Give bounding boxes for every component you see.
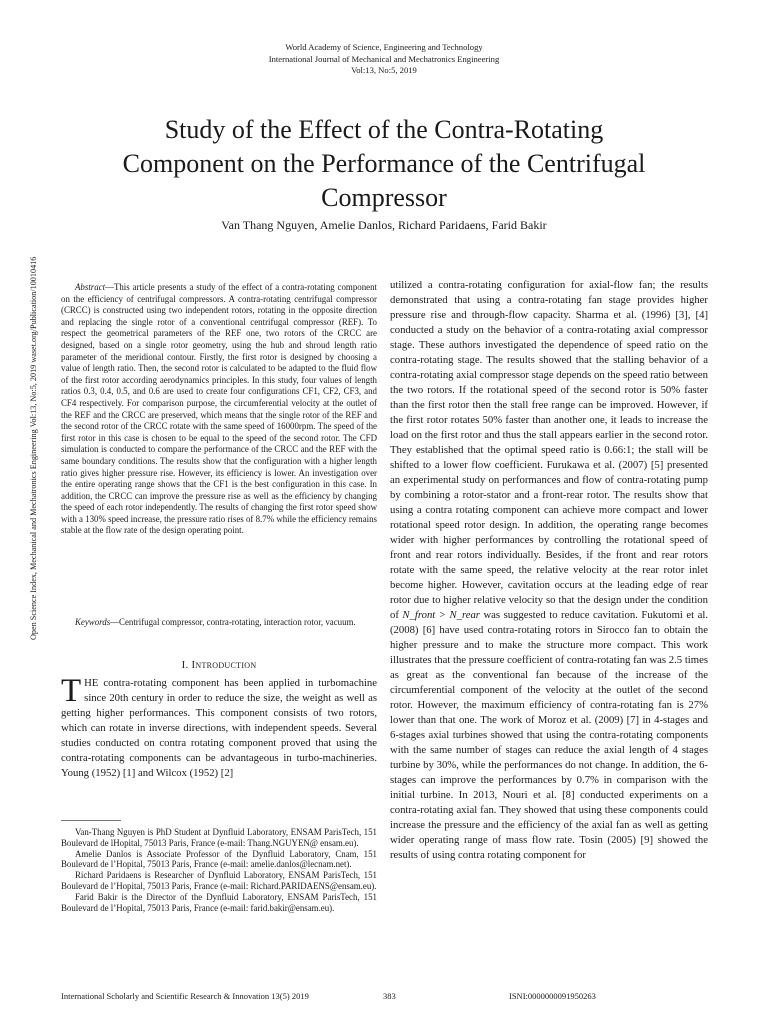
right-column-text bbox=[390, 278, 708, 863]
author-footnotes bbox=[61, 827, 377, 913]
intro-paragraph bbox=[61, 673, 377, 781]
paper-authors: Van Thang Nguyen, Amelie Danlos, Richard Paridaens, Farid Bakir bbox=[221, 218, 547, 232]
footer-page-number: 383 bbox=[383, 991, 396, 1001]
intro-text: HE contra-rotating component has been applied in turbomachine since 20th century in order to reduce the size, the weight as well as getting higher performances. This component consists of two rotors, which can rotate in inverse directions, with independent speeds. Several studies conducted on contra rotating component proved that using the contra-rotating components can be advantageous in turbo-machineries. Young (1952) [1] and Wilcox (1952) [2] bbox=[61, 677, 377, 779]
footer-isni: ISNI:0000000091950263 bbox=[509, 991, 596, 1001]
abstract-label: Abstract bbox=[75, 282, 106, 292]
paper-title-line1: Study of the Effect of the Contra-Rotating bbox=[164, 115, 604, 144]
journal-header-line1: World Academy of Science, Engineering and Technology bbox=[285, 42, 483, 52]
journal-header-line3: Vol:13, No:5, 2019 bbox=[351, 65, 417, 76]
footnote-divider bbox=[61, 820, 121, 821]
abstract-text: —This article presents a study of the effect of a contra-rotating component on the efficiency of centrifugal compressors. A contra-rotating centrifugal compressor (CRCC) is constructed using two independent rotors, rotating in the opposite direction and replacing the single rotor of a conventional centrifugal compressor (REF). To respect the geometrical parameters of the REF one, two rotors of the CRCC are designed, based on a single rotor geometry, using the hub and shroud length ratio parameter of the meridional contour. Firstly, the first rotor is designed by choosing a value of length ratio. Then, the second rotor is calculated to be adapted to the fluid flow of the first rotor according aerodynamics principles. In this study, four values of length ratios 0.3, 0.4, 0.5, and 0.6 are used to create four configurations CF1, CF2, CF3, and CF4 respectively. For comparison purpose, the circumferential velocity at the outlet of the REF and the CRCC are preserved, which means that the single rotor of the REF and the second rotor of the CRCC rotate with the same speed of 16000rpm. The speed of the first rotor in this case is chosen to be equal to the speed of the second rotor. The CFD simulation is conducted to compare the performance of the CRCC and the REF with the same boundary conditions. The results show that the configuration with a higher length ratio gives higher pressure rise. However, its efficiency is lower. An investigation over the entire operating range shows that the CF1 is the best configuration in this case. In addition, the CRCC can improve the pressure rise as well as the efficiency by changing the speed of each rotor independently. The results of changing the first rotor speed show with a 130% speed increase, the pressure ratio rises of 8.7% while the efficiency remains stable at the flow rate of the design operating point. bbox=[61, 282, 377, 536]
right-column-part2: was suggested to reduce cavitation. Fukutomi et al. (2008) [6] have used contra-rotating rotors in Sirocco fan to obtain the higher pressure and to make the structure more compact. This work illustrates that the pressure coefficient of contra-rotating fan was 2.5 times as great as the conventional fan because of the increase of the circumferential component of the velocity at the outlet of the second rotor. However, the maximum efficiency of contra-rotating fan is 27% lower than that one. The work of Moroz et al. (2009) [7] in 4-stages and 6-stages axial turbines showed that using the contra-rotating components with the same number of stages can reduce the axial length of 4 stages turbine by 30%, while the performances do not change. In addition, the 6-stages can improve the performances by 0.7% in comparison with the initial turbine. In 2013, Nouri et al. [8] conducted experiments on a contra-rotating axial fan. They showed that using these components could increase the pressure and the efficiency of the axial fan as well as getting wider operating range of mass flow rate. Tosin (2005) [9] showed the results of using contra rotating component for bbox=[390, 609, 708, 861]
paper-title-line2: Component on the Performance of the Centrifugal bbox=[122, 149, 646, 178]
paper-title-line3: Compressor bbox=[321, 183, 447, 212]
inline-math: N_front > N_rear bbox=[402, 609, 480, 621]
journal-header-line2: International Journal of Mechanical and Mechatronics Engineering bbox=[268, 53, 500, 64]
keywords-text: —Centrifugal compressor, contra-rotating, interaction rotor, vacuum. bbox=[110, 617, 356, 627]
footer-publisher: International Scholarly and Scientific Research & Innovation 13(5) 2019 bbox=[61, 991, 309, 1001]
paper-title bbox=[40, 113, 728, 215]
section-number: I. bbox=[181, 659, 189, 671]
right-column-part1: utilized a contra-rotating configuration for axial-flow fan; the results demonstrated that using a contra-rotating fan stage provides higher pressure rise and through-flow capacity. Sharma et al. (1996) [3], [4] conducted a study on the behavior of a contra-rotating axial compressor stage. These authors investigated the dependence of speed ratio on the contra-rotating stage. The results showed that the stalling behavior of a contra-rotating axial compressor stage depends on the speed ratio between the two rotors. If the rotational speed of the second rotor is 50% faster than the first rotor then the stall free range can be improved. However, if the first rotor rotates 50% faster than another one, it leads to increase the load on the first rotor and thus the stall appears earlier in the second rotor. They established that the optimal speed ratio is 0.66:1; the stall will be shifted to a lower flow coefficient. Furukawa et al. (2007) [5] presented an experimental study on performances and flow of contra-rotating pump by combining a rotor-stator and a front-rear rotor. The results show that using a contra rotating component can achieve more compact and lower rotational speed rotor design. In addition, the operating range becomes wider with higher performances by controlling the rotational speed of front and rear rotors individually. Besides, if the front and rear rotors rotate with the same speed, the relative velocity at the rear rotor inlet become higher. However, cavitation occurs at the leading edge of rear rotor due to higher relative velocity so that the design under the condition of bbox=[390, 279, 708, 621]
footnote: Amelie Danlos is Associate Professor of the Dynfluid Laboratory, Cnam, 151 Boulevard de l’Hopital, 75013 Paris, France (e-mail: amelie.danlos@lecnam.net). bbox=[61, 848, 377, 870]
keywords-label: Keywords bbox=[75, 617, 111, 627]
keywords bbox=[61, 617, 377, 629]
abstract bbox=[61, 282, 377, 537]
footnote: Richard Paridaens is Researcher of Dynfluid Laboratory, ENSAM ParisTech, 151 Boulevard de l’Hopital, 75013 Paris, France (e-mail: Richard.PARIDAENS@ensam.eu). bbox=[61, 870, 377, 891]
footnote: Van-Thang Nguyen is PhD Student at Dynfluid Laboratory, ENSAM ParisTech, 151 Boulevard de lHopital, 75013 Paris, France (e-mail: Thang.NGUYEN@ ensam.eu). bbox=[61, 827, 377, 848]
section-title: Introduction bbox=[191, 659, 257, 671]
sidebar-citation: Open Science Index, Mechanical and Mechatronics Engineering Vol:13, No:5, 2019 waset.org/Publication/10010416 bbox=[29, 256, 38, 640]
drop-cap: T bbox=[61, 673, 82, 709]
footnote: Farid Bakir is the Director of the Dynfluid Laboratory, ENSAM ParisTech, 151 Boulevard de l’Hopital, 75013 Paris, France (e-mail: farid.bakir@ensam.eu). bbox=[61, 891, 377, 913]
journal-header bbox=[0, 42, 768, 77]
section-heading bbox=[61, 659, 377, 671]
